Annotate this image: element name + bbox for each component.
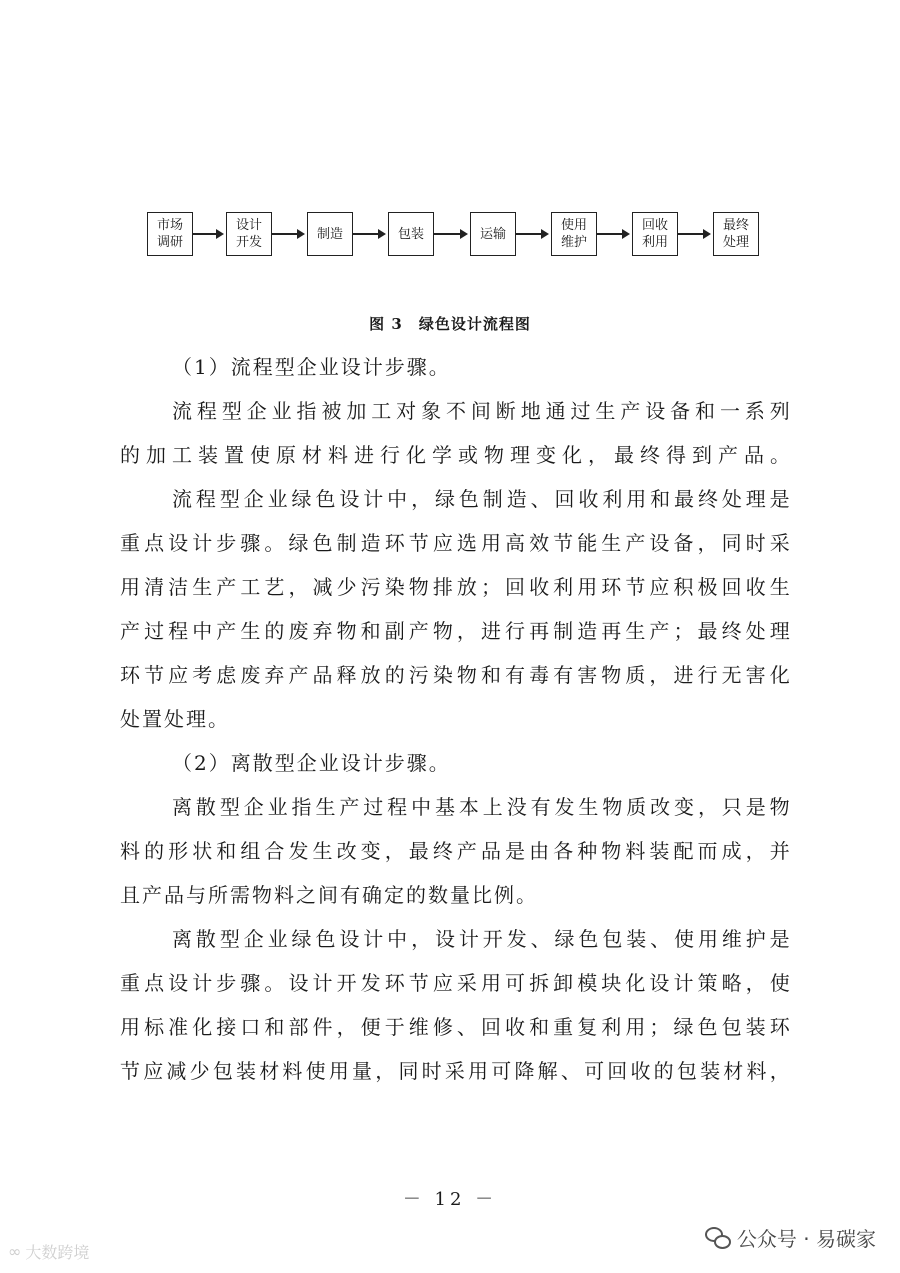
text-line: （2）离散型企业设计步骤。 (172, 751, 451, 775)
flow-arrow (434, 233, 466, 235)
flow-step (388, 212, 434, 256)
flow-arrow (272, 233, 303, 235)
text-line: 处置处理。 (120, 707, 230, 731)
brand-logo-icon: ∞ (8, 1242, 22, 1261)
flow-step-label: 使用维护 (560, 218, 587, 250)
page-number: － 12 － (402, 1189, 498, 1210)
text-line: 且产品与所需物料之间有确定的数量比例。 (120, 883, 538, 907)
watermark-left (8, 1240, 89, 1263)
text-line: 用 标 准 化 接 口 和 部 件 ， 便 于 维 修 、 回 收 和 重 复 利 用 ； 绿 色 包 装 环 (120, 1015, 790, 1039)
text-line: （1）流程型企业设计步骤。 (172, 355, 451, 379)
watermark-right-text: 公众号 · 易碳家 (736, 1227, 876, 1251)
wechat-icon (705, 1227, 731, 1249)
text-line: 用 清 洁 生 产 工 艺 ， 减 少 污 染 物 排 放 ； 回 收 利 用 环 节 应 积 极 回 收 生 (120, 575, 790, 599)
flow-step (632, 212, 678, 256)
text-line: 料 的 形 状 和 组 合 发 生 改 变 ， 最 终 产 品 是 由 各 种 物 料 装 配 而 成 ， 并 (120, 839, 790, 863)
flow-step (470, 212, 516, 256)
text-line: 流 程 型 企 业 指 被 加 工 对 象 不 间 断 地 通 过 生 产 设 备 和 一 系 列 (172, 399, 790, 423)
text-line: 产 过 程 中 产 生 的 废 弃 物 和 副 产 物 ， 进 行 再 制 造 再 生 产 ； 最 终 处 理 (120, 619, 790, 643)
flow-step-label: 制造 (316, 226, 343, 242)
flow-arrow (353, 233, 384, 235)
flow-step (147, 212, 193, 256)
text-line: 离 散 型 企 业 绿 色 设 计 中 ， 设 计 开 发 、 绿 色 包 装 、 使 用 维 护 是 (172, 927, 790, 951)
flow-step (307, 212, 353, 256)
flow-step (226, 212, 272, 256)
text-line: 重 点 设 计 步 骤 。 绿 色 制 造 环 节 应 选 用 高 效 节 能 生 产 设 备 ， 同 时 采 (120, 531, 790, 555)
body-text (120, 345, 790, 1093)
text-line: 重 点 设 计 步 骤 。 设 计 开 发 环 节 应 采 用 可 拆 卸 模 块 化 设 计 策 略 ， 使 (120, 971, 790, 995)
figure-caption: 图 3 绿色设计流程图 (369, 315, 531, 333)
flow-arrow (516, 233, 547, 235)
text-line: 离 散 型 企 业 指 生 产 过 程 中 基 本 上 没 有 发 生 物 质 改 变 ， 只 是 物 (172, 795, 790, 819)
flow-arrow (678, 233, 709, 235)
flow-arrow (597, 233, 628, 235)
flow-step-label: 市场调研 (156, 218, 183, 250)
flow-arrow (193, 233, 222, 235)
text-line: 流 程 型 企 业 绿 色 设 计 中 ， 绿 色 制 造 、 回 收 利 用 和 最 终 处 理 是 (172, 487, 790, 511)
text-line: 环 节 应 考 虑 废 弃 产 品 释 放 的 污 染 物 和 有 毒 有 害 物 质 ， 进 行 无 害 化 (120, 663, 790, 687)
text-line: 的 加 工 装 置 使 原 材 料 进 行 化 学 或 物 理 变 化 ， 最 终 得 到 产 品 。 (120, 443, 790, 467)
flow-step-label: 运输 (479, 226, 506, 242)
flow-step-label: 设计开发 (235, 218, 262, 250)
flow-step-label: 包装 (397, 226, 424, 242)
flow-step (551, 212, 597, 256)
text-line: 节 应 减 少 包 装 材 料 使 用 量 ， 同 时 采 用 可 降 解 、 可 回 收 的 包 装 材 料 ， (120, 1059, 790, 1083)
watermark-left-text: 大数跨境 (25, 1243, 90, 1262)
flow-step (713, 212, 759, 256)
flow-step-label: 回收利用 (641, 218, 668, 250)
watermark-right (705, 1223, 876, 1252)
flow-step-label: 最终处理 (722, 218, 749, 250)
flowchart (0, 0, 900, 280)
